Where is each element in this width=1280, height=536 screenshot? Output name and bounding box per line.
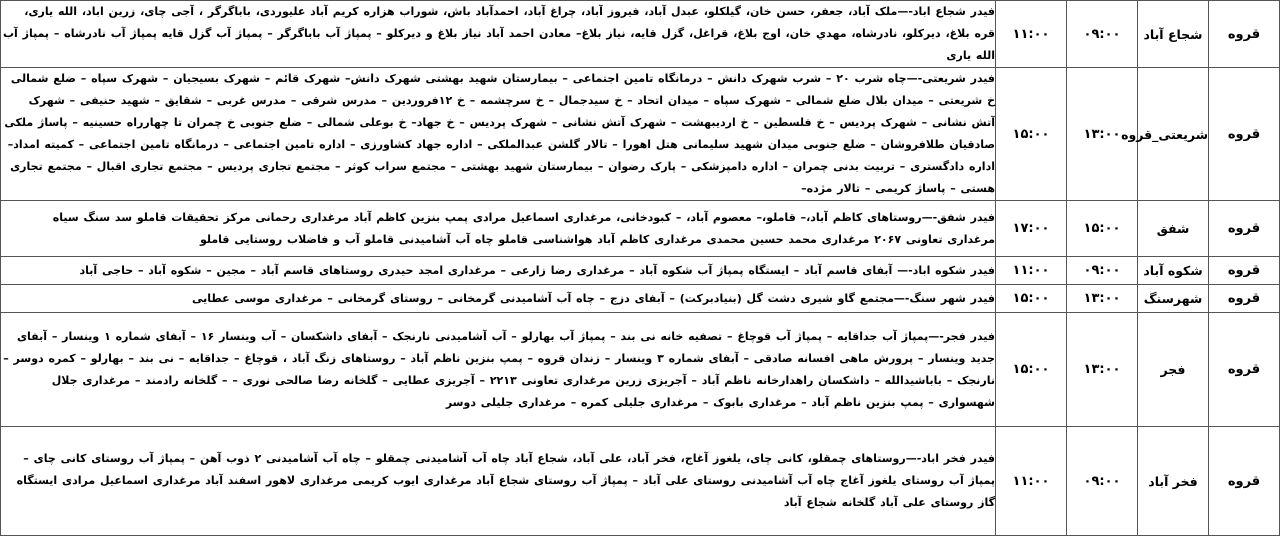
table-row <box>1 1 1280 68</box>
start-time-cell <box>1067 201 1138 257</box>
start-time: ۱۵:۰۰ <box>1083 221 1121 236</box>
city-cell: قروه <box>1209 1 1280 68</box>
end-time-cell <box>996 201 1067 257</box>
table-row <box>1 68 1280 201</box>
end-time: ۱۵:۰۰ <box>1012 291 1050 306</box>
table-row <box>1 427 1280 536</box>
affected-areas-cell: فیدر شریعتی-—چاه شرب ۲۰ – شرب شهرک دانش – درمانگاه تامین اجتماعی – بیمارستان شهید بهشتی شهرک دانش– شهرک قائم – شهرک بسیجیان – شهرک سپاه – ضلع شمالی خ شریعتی – میدان بلال ضلع شمالی – شهرک سپاه – میدان اتحاد – خ سیدجمال – خ سرچشمه – خ ۱۲فروردین – مدرس شرقی – مدرس غربی – شقایق – شهید حنیفی – شهرک آتش نشانی – شهرک پردیس – خ فلسطین – خ اردیبهشت – شهرک آتش نشانی – شهرک پردیس – خ جهاد– خ بوعلی شمالی – ضلع جنوبی خ چمران تا چهارراه حسینیه – پاساژ ملکی صادقیان طلافروشان – ضلع جنوبی میدان شهید سلیمانی هتل اهورا – تالار گلشن عبدالملکی – اداره جهاد کشاورزی – اداره تامین اجتماعی – درمانگاه تامین اجتماعی – کمیته امداد– اداره دادگستری – تربیت بدنی چمران – اداره دامپزشکی – پارک رضوان – بیمارستان شهید بهشتی – مجتمع سراب کوثر – مجتمع تجاری پردیس – مجتمع تجاری اقبال – مجتمع تجاری هستی – پاساژ کریمی – تالار مژده– <box>1 68 996 201</box>
affected-areas-cell: فیدر شکوه اباد-— آبفای قاسم آباد – ایستگاه پمپاژ آب شکوه آباد – مرغداری رضا زارعی – مرغداری امجد حیدری روستاهای قاسم آباد – مجین – شکوه آباد – حاجی آباد <box>1 257 996 285</box>
affected-areas-cell: فیدر فجر-—پمپاژ آب جداقایه – پمپاژ آب قوچاغ – تصفیه خانه نی بند – پمپاژ آب بهارلو – آب آشامیدنی نارنجک – آبفای داشکسان – آب وینسار ۱۶ – آبفای شماره ۱ وینسار – آبفای جدید وینسار – پرورش ماهی افسانه صادقی – آبفای شماره ۳ وینسار – زندان قروه – پمپ بنزین ناظم آباد – روستاهای زنگ آباد ، قوچاغ – جداقایه – نی بند – بهارلو – کمره دوسر – نارنجک – باباشیدالله – داشکسان راهدارخانه ناظم آباد – آجریزی زرین مرغداری تعاونی ۲۲۱۳ – آجریزی عطایی – گلخانه رضا صالحی نوری – – گلخانه رادمند – مرغداری جلال شهسواری – پمپ بنزین ناظم آباد – مرغداری بابوک – مرغداری جلیلی کمره – مرغداری جلیلی دوسر <box>1 313 996 427</box>
affected-areas-cell: فیدر فخر اباد-—روستاهای چمقلو، کانی چای، یلغوز آغاج، فخر آباد، علی آباد، شجاع آباد چاه آب آشامیدنی چمقلو – چاه آب آشامیدنی ۲ ذوب آهن – پمپاژ آب روستای کانی چای – پمپاژ آب روستای یلغوز آغاج چاه آب آشامیدنی روستای علی آباد – پمپاژ آب روستای شجاع آباد مرغداری ایوب کریمی مرغداری لاهور اسفند آباد مرغداری اسماعیل مرادی ایستگاه گاز روستای علی آباد گلخانه شجاع آباد <box>1 427 996 536</box>
feeder-cell: فجر <box>1138 313 1209 427</box>
start-time-cell <box>1067 313 1138 427</box>
feeder-cell: شکوه آباد <box>1138 257 1209 285</box>
end-time: ۱۱:۰۰ <box>1012 263 1050 278</box>
end-time-cell <box>996 313 1067 427</box>
city-cell: قروه <box>1209 257 1280 285</box>
end-time: ۱۵:۰۰ <box>1012 362 1050 377</box>
feeder-cell: شفق <box>1138 201 1209 257</box>
start-time-cell <box>1067 1 1138 68</box>
feeder-cell: فخر آباد <box>1138 427 1209 536</box>
start-time: ۰۹:۰۰ <box>1083 473 1121 489</box>
start-time-cell <box>1067 257 1138 285</box>
table-row <box>1 201 1280 257</box>
end-time-cell <box>996 285 1067 313</box>
affected-areas-cell: فیدر شجاع اباد-—ملک آباد، جعفر، حسن خان، گیلکلو، عبدل آباد، فیروز آباد، چراغ آباد، احمدآباد باش، شوراب هزاره کریم آباد علیوردی، باباگرگر ، آجی چای، زرین اباد، الله یاری، قره بلاغ، دیرکلو، نادرشاه، مهدي خان، اوج بلاغ، قراغل، گزل قایه، نیاز بلاغ– معادن احمد آباد نیاز بلاغ و دیرکلو – پمپاژ آب باباگرگر – پمپاژ آب گزل قایه پمپاژ آب نادرشاه – پمپاژ آب الله یاری <box>1 1 996 68</box>
start-time-cell <box>1067 285 1138 313</box>
start-time-cell <box>1067 427 1138 536</box>
start-time: ۰۹:۰۰ <box>1083 26 1121 42</box>
feeder-cell: شریعتی_قروه <box>1138 68 1209 201</box>
city-cell: قروه <box>1209 201 1280 257</box>
city-cell: قروه <box>1209 427 1280 536</box>
city-cell: قروه <box>1209 285 1280 313</box>
table-row <box>1 257 1280 285</box>
affected-areas-cell: فیدر شفق-—روستاهای کاظم آباد،– قاملو،– معصوم آباد، – کبودخانی، مرغداری اسماعیل مرادی پمپ بنزین کاظم آباد مرغداری رحمانی مرکز تحقیقات قاملو سد سنگ سیاه مرغداری تعاونی ۲۰۶۷ مرغداری محمد حسین محمدی مرغداری کاظم آباد هواشناسی قاملو چاه آب آشامیدنی قاملو آب و فاضلاب روستایی قاملو <box>1 201 996 257</box>
city-cell: قروه <box>1209 313 1280 427</box>
end-time-cell <box>996 68 1067 201</box>
start-time: ۱۳:۰۰ <box>1083 291 1121 306</box>
end-time: ۱۱:۰۰ <box>1012 473 1050 489</box>
start-time: ۱۳:۰۰ <box>1083 126 1121 142</box>
table-row <box>1 313 1280 427</box>
end-time-cell <box>996 1 1067 68</box>
feeder-cell: شجاع آباد <box>1138 1 1209 68</box>
end-time-cell <box>996 257 1067 285</box>
affected-areas-cell: فیدر شهر سنگ-—مجتمع گاو شیری دشت گل (بنیادبرکت) – آبفای دزج – چاه آب آشامیدنی گرمخانی – روستای گرمخانی – مرغداری موسی عطایی <box>1 285 996 313</box>
city-cell: قروه <box>1209 68 1280 201</box>
feeder-cell: شهرسنگ <box>1138 285 1209 313</box>
table-row <box>1 285 1280 313</box>
start-time: ۱۳:۰۰ <box>1083 362 1121 377</box>
start-time: ۰۹:۰۰ <box>1083 263 1121 278</box>
end-time: ۱۵:۰۰ <box>1012 126 1050 142</box>
end-time: ۱۷:۰۰ <box>1012 221 1050 236</box>
end-time-cell <box>996 427 1067 536</box>
end-time: ۱۱:۰۰ <box>1012 26 1050 42</box>
